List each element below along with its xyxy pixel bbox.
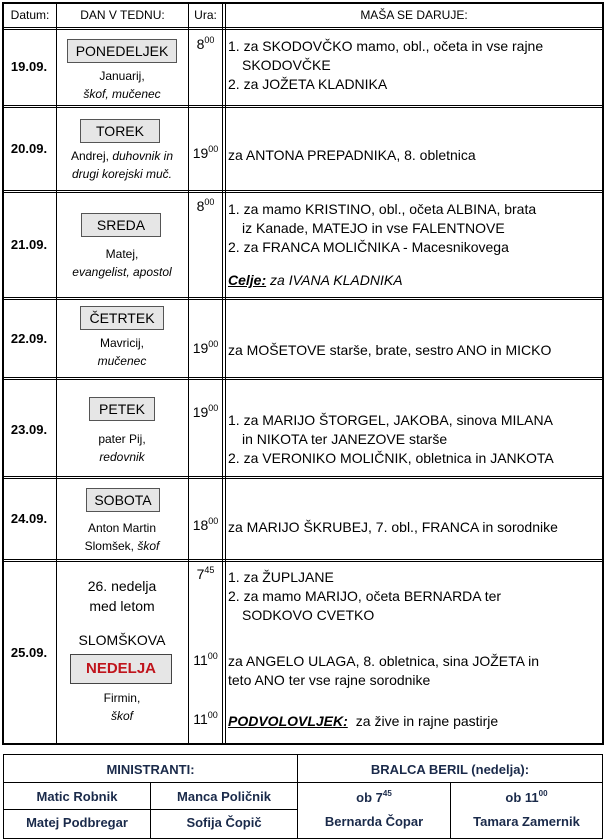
reader-name: Bernarda Čopar <box>324 814 424 829</box>
header-mass: MAŠA SE DARUJE: <box>360 8 468 22</box>
day-label: TOREK <box>80 119 160 143</box>
mass-time: $19^{00}$ <box>192 403 219 420</box>
day-label: SREDA <box>81 213 161 237</box>
mass-time: $11^{00}$ <box>193 710 218 727</box>
mass-time: $7^{45}$ <box>196 565 215 582</box>
row-date: 23.09. <box>10 422 48 437</box>
mass-time: $11^{00}$ <box>193 651 218 668</box>
ministranti-title: MINISTRANTI: <box>106 762 195 777</box>
row-date: 21.09. <box>10 237 48 252</box>
saint-of-day <box>57 67 187 103</box>
sunday-title: 26. nedelja med letom <box>87 578 157 614</box>
mass-intentions: 1. za SKODOVČKO mamo, obl., očeta in vse rajne SKODOVČKE 2. za JOŽETA KLADNIKA <box>228 38 544 92</box>
day-label: SOBOTA <box>86 488 160 512</box>
row-date: 24.09. <box>10 511 48 526</box>
day-label: ČETRTEK <box>80 306 164 330</box>
reader-time: ob $11^{00}$ <box>505 789 548 805</box>
saint-of-day: Firmin, škof <box>103 691 141 723</box>
mass-intentions: PODVOLOVLJEK: za žive in rajne pastirje <box>228 713 499 729</box>
row-date: 22.09. <box>10 331 48 346</box>
mass-intentions: za ANGELO ULAGA, 8. obletnica, sina JOŽETA in teto ANO ter vse rajne sorodnike <box>228 653 539 688</box>
reader-time: ob $7^{45}$ <box>356 789 392 805</box>
saint-name: Januarij, <box>99 69 145 83</box>
ministrant-name: Sofija Čopič <box>186 815 262 830</box>
saint-of-day: Anton Martin Slomšek, škof <box>84 521 160 553</box>
row-date: 25.09. <box>10 645 48 660</box>
mass-time: $18^{00}$ <box>192 516 219 533</box>
ministrant-name: Matic Robnik <box>36 789 118 804</box>
day-label-sunday: NEDELJA <box>70 654 172 684</box>
ministrant-name: Manca Poličnik <box>177 789 271 804</box>
row-date: 19.09. <box>10 59 48 74</box>
reader-name: Tamara Zamernik <box>473 814 580 829</box>
day-label: PETEK <box>89 397 155 421</box>
day-label: PONEDELJEK <box>67 39 177 63</box>
sunday-feast: SLOMŠKOVA <box>78 632 166 648</box>
mass-intentions: 1. za ŽUPLJANE 2. za mamo MARIJO, očeta BERNARDA ter SODKOVO CVETKO <box>228 569 502 623</box>
saint-of-day: Matej, evangelist, apostol <box>72 247 172 279</box>
mass-time: $8^{00}$ <box>196 35 215 52</box>
readers-title: BRALCA BERIL (nedelja): <box>370 762 530 777</box>
ministrant-name: Matej Podbregar <box>26 815 128 830</box>
header-datum: Datum: <box>10 8 50 22</box>
mass-intentions: za MOŠETOVE starše, brate, sestro ANO in MICKO <box>228 342 552 358</box>
mass-time: $19^{00}$ <box>192 144 219 161</box>
saint-of-day: Mavricij, mučenec <box>97 336 147 368</box>
mass-time: $8^{00}$ <box>196 197 215 214</box>
saint-of-day: pater Pij, redovnik <box>98 432 146 464</box>
mass-time: $19^{00}$ <box>192 339 219 356</box>
mass-intentions: za MARIJO ŠKRUBEJ, 7. obl., FRANCA in sorodnike <box>228 519 558 535</box>
saint-title: škof, mučenec <box>83 87 161 101</box>
mass-intentions: 1. za mamo KRISTINO, obl., očeta ALBINA, brata iz Kanade, MATEJO in vse FALENTNOVE 2. za FRANCA MOLIČNIKA - Macesnikovega Celje: za IVANA KLADNIKA <box>228 201 537 288</box>
header-time: Ura: <box>194 8 217 22</box>
saint-of-day: Andrej, duhovnik in drugi korejski muč. <box>70 149 174 181</box>
mass-intentions: 1. za MARIJO ŠTORGEL, JAKOBA, sinova MILANA in NIKOTA ter JANEZOVE starše 2. za VERONIKO MOLIČNIK, obletnica in JANKOTA <box>228 412 554 466</box>
header-day: DAN V TEDNU: <box>80 8 165 22</box>
row-date: 20.09. <box>10 141 48 156</box>
mass-intentions: za ANTONA PREPADNIKA, 8. obletnica <box>228 147 476 163</box>
